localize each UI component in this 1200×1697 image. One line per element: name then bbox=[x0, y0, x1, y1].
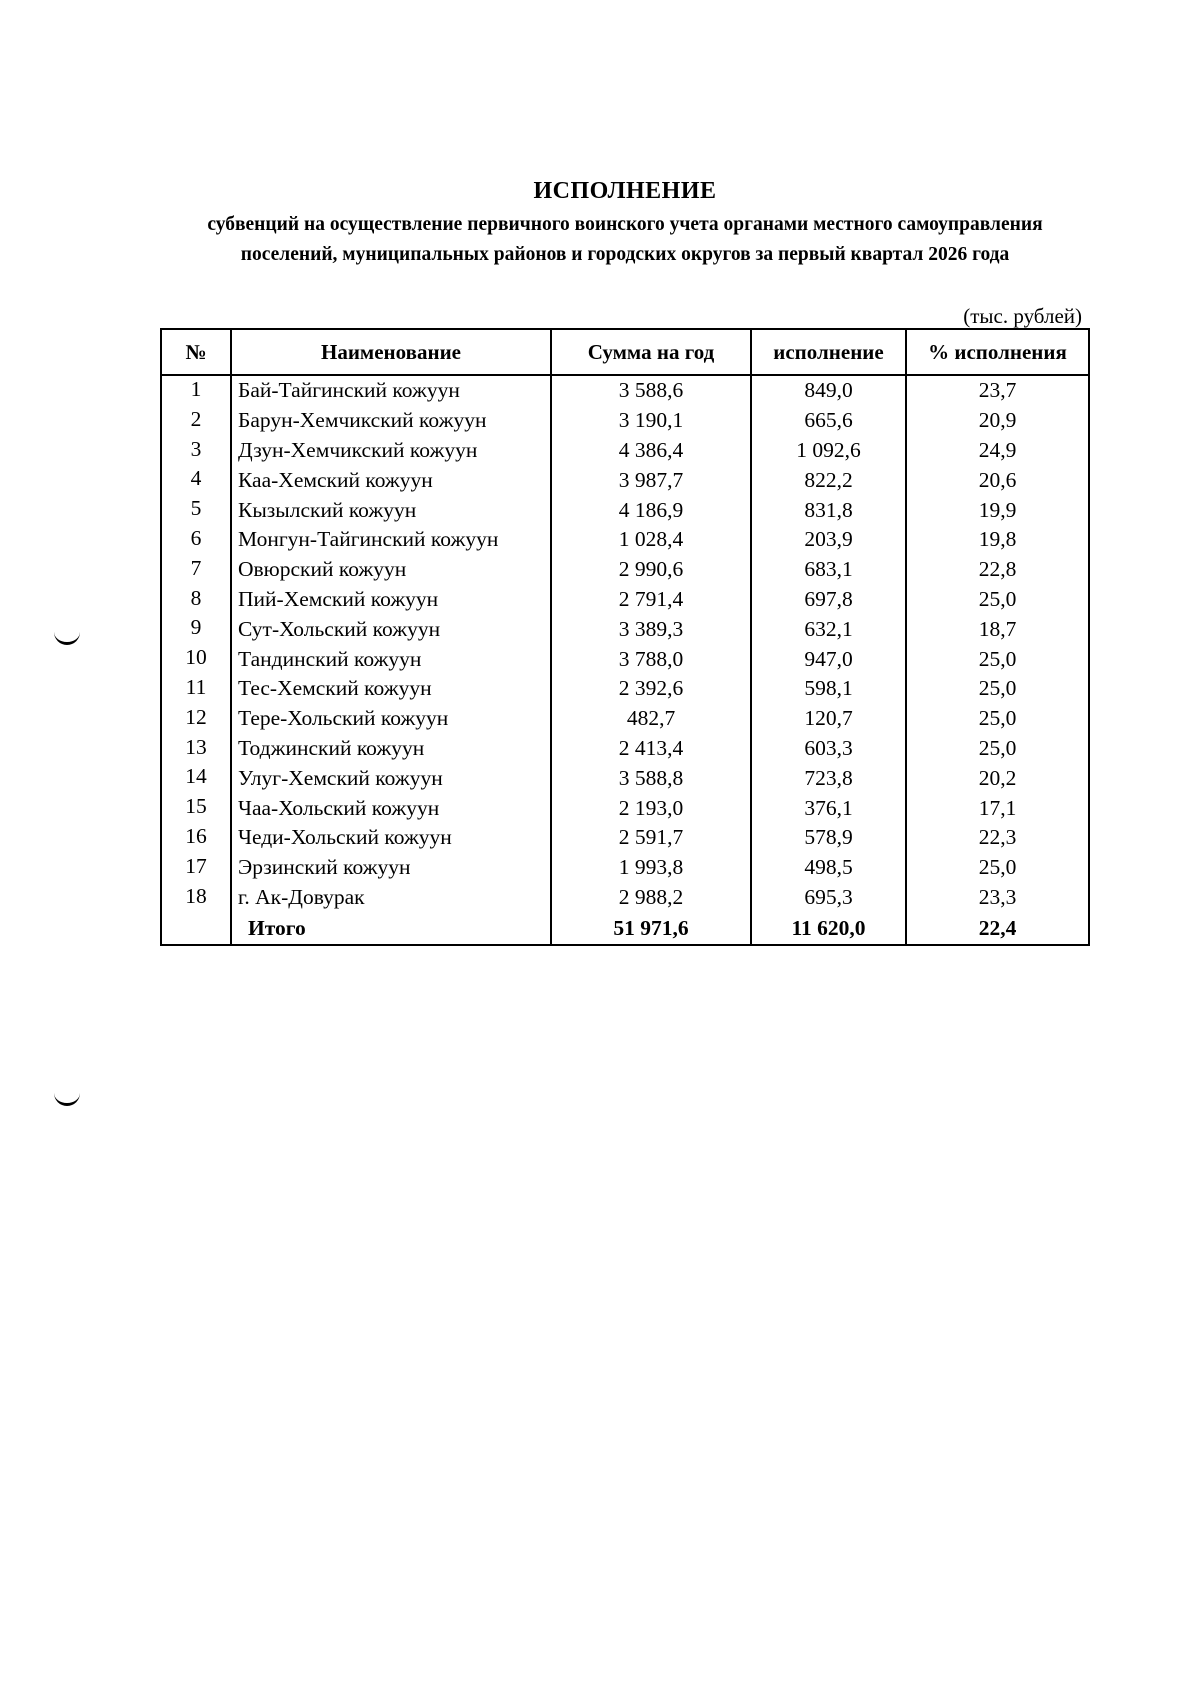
row-percent: 20,6 bbox=[906, 465, 1089, 495]
row-execution: 849,0 bbox=[751, 375, 906, 406]
row-percent: 23,7 bbox=[906, 375, 1089, 406]
row-name: Овюрский кожуун bbox=[231, 555, 551, 585]
row-execution: 632,1 bbox=[751, 614, 906, 644]
header-percent: % исполнения bbox=[906, 329, 1089, 375]
table-row bbox=[161, 614, 1089, 644]
row-number: 11 bbox=[161, 674, 231, 704]
total-sum: 51 971,6 bbox=[551, 912, 751, 945]
row-sum: 3 588,8 bbox=[551, 763, 751, 793]
row-execution: 376,1 bbox=[751, 793, 906, 823]
row-sum: 2 392,6 bbox=[551, 674, 751, 704]
row-sum: 1 993,8 bbox=[551, 853, 751, 883]
total-number bbox=[161, 912, 231, 945]
total-row bbox=[161, 912, 1089, 945]
row-percent: 20,9 bbox=[906, 406, 1089, 436]
row-percent: 20,2 bbox=[906, 763, 1089, 793]
row-execution: 695,3 bbox=[751, 883, 906, 913]
table-row bbox=[161, 585, 1089, 615]
row-execution: 498,5 bbox=[751, 853, 906, 883]
row-name: Бай-Тайгинский кожуун bbox=[231, 375, 551, 406]
row-sum: 3 987,7 bbox=[551, 465, 751, 495]
row-name: г. Ак-Довурак bbox=[231, 883, 551, 913]
total-execution: 11 620,0 bbox=[751, 912, 906, 945]
table-row bbox=[161, 465, 1089, 495]
row-execution: 578,9 bbox=[751, 823, 906, 853]
row-number: 4 bbox=[161, 465, 231, 495]
header-name: Наименование bbox=[231, 329, 551, 375]
row-number: 2 bbox=[161, 406, 231, 436]
row-sum: 4 186,9 bbox=[551, 495, 751, 525]
scan-hole-mark-upper bbox=[54, 632, 80, 645]
row-execution: 683,1 bbox=[751, 555, 906, 585]
row-number: 7 bbox=[161, 555, 231, 585]
row-percent: 25,0 bbox=[906, 644, 1089, 674]
table-row bbox=[161, 495, 1089, 525]
table-row bbox=[161, 823, 1089, 853]
execution-table bbox=[160, 328, 1090, 946]
row-name: Барун-Хемчикский кожуун bbox=[231, 406, 551, 436]
row-percent: 17,1 bbox=[906, 793, 1089, 823]
row-name: Тандинский кожуун bbox=[231, 644, 551, 674]
row-sum: 2 413,4 bbox=[551, 734, 751, 764]
units-label: (тыс. рублей) bbox=[963, 304, 1082, 328]
row-sum: 2 988,2 bbox=[551, 883, 751, 913]
row-percent: 19,8 bbox=[906, 525, 1089, 555]
row-name: Каа-Хемский кожуун bbox=[231, 465, 551, 495]
table-row bbox=[161, 704, 1089, 734]
header-execution: исполнение bbox=[751, 329, 906, 375]
table-row bbox=[161, 674, 1089, 704]
table-row bbox=[161, 525, 1089, 555]
row-name: Чаа-Хольский кожуун bbox=[231, 793, 551, 823]
row-number: 17 bbox=[161, 853, 231, 883]
row-sum: 3 190,1 bbox=[551, 406, 751, 436]
row-number: 10 bbox=[161, 644, 231, 674]
row-execution: 665,6 bbox=[751, 406, 906, 436]
row-name: Чеди-Хольский кожуун bbox=[231, 823, 551, 853]
row-sum: 1 028,4 bbox=[551, 525, 751, 555]
row-name: Кызылский кожуун bbox=[231, 495, 551, 525]
table-row bbox=[161, 406, 1089, 436]
row-percent: 25,0 bbox=[906, 734, 1089, 764]
row-name: Пий-Хемский кожуун bbox=[231, 585, 551, 615]
table-row bbox=[161, 853, 1089, 883]
row-percent: 25,0 bbox=[906, 674, 1089, 704]
row-number: 13 bbox=[161, 734, 231, 764]
table-row bbox=[161, 793, 1089, 823]
row-number: 9 bbox=[161, 614, 231, 644]
total-label: Итого bbox=[231, 912, 551, 945]
row-execution: 598,1 bbox=[751, 674, 906, 704]
row-percent: 25,0 bbox=[906, 585, 1089, 615]
table-row bbox=[161, 763, 1089, 793]
row-sum: 2 990,6 bbox=[551, 555, 751, 585]
row-name: Монгун-Тайгинский кожуун bbox=[231, 525, 551, 555]
row-sum: 482,7 bbox=[551, 704, 751, 734]
row-number: 1 bbox=[161, 375, 231, 406]
header-sum: Сумма на год bbox=[551, 329, 751, 375]
table-row bbox=[161, 883, 1089, 913]
row-name: Эрзинский кожуун bbox=[231, 853, 551, 883]
table-row bbox=[161, 436, 1089, 466]
scan-hole-mark-lower bbox=[54, 1093, 80, 1106]
total-percent: 22,4 bbox=[906, 912, 1089, 945]
row-percent: 18,7 bbox=[906, 614, 1089, 644]
row-execution: 120,7 bbox=[751, 704, 906, 734]
row-name: Улуг-Хемский кожуун bbox=[231, 763, 551, 793]
row-name: Тере-Хольский кожуун bbox=[231, 704, 551, 734]
row-sum: 4 386,4 bbox=[551, 436, 751, 466]
row-sum: 3 588,6 bbox=[551, 375, 751, 406]
row-execution: 1 092,6 bbox=[751, 436, 906, 466]
header-number: № bbox=[161, 329, 231, 375]
row-number: 5 bbox=[161, 495, 231, 525]
table-row bbox=[161, 734, 1089, 764]
row-execution: 603,3 bbox=[751, 734, 906, 764]
row-execution: 723,8 bbox=[751, 763, 906, 793]
row-name: Тес-Хемский кожуун bbox=[231, 674, 551, 704]
row-number: 6 bbox=[161, 525, 231, 555]
row-execution: 203,9 bbox=[751, 525, 906, 555]
row-name: Дзун-Хемчикский кожуун bbox=[231, 436, 551, 466]
table-row bbox=[161, 555, 1089, 585]
table-row bbox=[161, 644, 1089, 674]
row-execution: 822,2 bbox=[751, 465, 906, 495]
row-percent: 24,9 bbox=[906, 436, 1089, 466]
row-name: Сут-Хольский кожуун bbox=[231, 614, 551, 644]
document-title: ИСПОЛНЕНИЕ bbox=[533, 178, 717, 204]
document-subtitle: субвенций на осуществление первичного воинского учета органами местного самоуправления поселений, муниципальных районов и городских округов за первый квартал 2026 года bbox=[207, 214, 1043, 265]
row-percent: 22,8 bbox=[906, 555, 1089, 585]
table-row bbox=[161, 375, 1089, 406]
row-sum: 2 791,4 bbox=[551, 585, 751, 615]
row-number: 15 bbox=[161, 793, 231, 823]
row-percent: 23,3 bbox=[906, 883, 1089, 913]
row-percent: 22,3 bbox=[906, 823, 1089, 853]
row-execution: 831,8 bbox=[751, 495, 906, 525]
row-sum: 3 788,0 bbox=[551, 644, 751, 674]
row-number: 18 bbox=[161, 883, 231, 913]
row-percent: 25,0 bbox=[906, 853, 1089, 883]
row-number: 3 bbox=[161, 436, 231, 466]
row-sum: 3 389,3 bbox=[551, 614, 751, 644]
row-number: 12 bbox=[161, 704, 231, 734]
row-sum: 2 591,7 bbox=[551, 823, 751, 853]
row-sum: 2 193,0 bbox=[551, 793, 751, 823]
table-header-row bbox=[161, 329, 1089, 375]
row-name: Тоджинский кожуун bbox=[231, 734, 551, 764]
row-percent: 19,9 bbox=[906, 495, 1089, 525]
row-number: 8 bbox=[161, 585, 231, 615]
row-execution: 697,8 bbox=[751, 585, 906, 615]
row-percent: 25,0 bbox=[906, 704, 1089, 734]
row-number: 14 bbox=[161, 763, 231, 793]
row-execution: 947,0 bbox=[751, 644, 906, 674]
row-number: 16 bbox=[161, 823, 231, 853]
